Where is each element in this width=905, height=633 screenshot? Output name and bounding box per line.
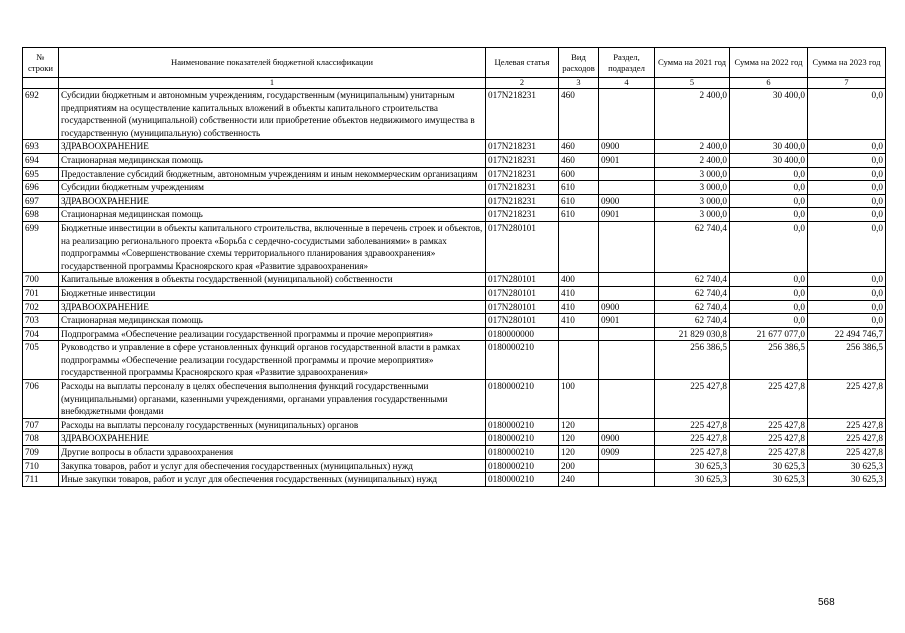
target-article: 017N218231 xyxy=(486,194,559,208)
sum-2022: 30 400,0 xyxy=(730,89,808,140)
sum-2021: 2 400,0 xyxy=(655,140,730,154)
row-number: 710 xyxy=(23,459,59,473)
table-row xyxy=(23,418,886,432)
section-code: 0901 xyxy=(599,208,655,222)
sum-2022: 0,0 xyxy=(730,273,808,287)
indicator-name: Стационарная медицинская помощь xyxy=(59,153,486,167)
expense-type: 600 xyxy=(559,167,599,181)
row-number: 703 xyxy=(23,314,59,328)
expense-type xyxy=(559,327,599,341)
sum-2023: 225 427,8 xyxy=(808,418,886,432)
table-row xyxy=(23,181,886,195)
target-article: 017N280101 xyxy=(486,273,559,287)
header-sum-2022: Сумма на 2022 год xyxy=(730,48,808,78)
table-row xyxy=(23,208,886,222)
section-code xyxy=(599,380,655,419)
expense-type: 120 xyxy=(559,418,599,432)
header-target-article: Целевая статья xyxy=(486,48,559,78)
header-sum-2023: Сумма на 2023 год xyxy=(808,48,886,78)
target-article: 0180000000 xyxy=(486,327,559,341)
section-code: 0900 xyxy=(599,300,655,314)
target-article: 017N218231 xyxy=(486,181,559,195)
section-code: 0900 xyxy=(599,432,655,446)
sum-2021: 30 625,3 xyxy=(655,473,730,487)
sum-2021: 225 427,8 xyxy=(655,446,730,460)
indicator-name: Руководство и управление в сфере установленных функций органов государственной власти в рамках подпрограммы «Обеспечение реализации государственной программы и прочие мероприятия» государственной программы Красноярского края «Развитие здравоохранения» xyxy=(59,341,486,380)
indicator-name: Субсидии бюджетным учреждениям xyxy=(59,181,486,195)
column-number: 7 xyxy=(808,78,886,89)
sum-2021: 21 829 030,8 xyxy=(655,327,730,341)
indicator-name: Бюджетные инвестиции в объекты капитального строительства, включенные в перечень строек и объектов, на реализацию регионального проекта «Борьба с сердечно-сосудистыми заболеваниями» в рамках подпрограммы «Совершенствование схемы территориального планирования здравоохранения» государственной программы Красноярского края «Развитие здравоохранения» xyxy=(59,221,486,272)
target-article: 017N218231 xyxy=(486,140,559,154)
header-row-number: № строки xyxy=(23,48,59,78)
row-number: 708 xyxy=(23,432,59,446)
target-article: 017N280101 xyxy=(486,314,559,328)
sum-2021: 3 000,0 xyxy=(655,167,730,181)
row-number: 705 xyxy=(23,341,59,380)
target-article: 017N218231 xyxy=(486,167,559,181)
indicator-name: Субсидии бюджетным и автономным учреждениям, государственным (муниципальным) унитарным предприятиям на осуществление капитальных вложений в объекты капитального строительства государственной (муниципальной) собственности или приобретение объектов недвижимого имущества в государственную (муниципальную) собственность xyxy=(59,89,486,140)
target-article: 0180000210 xyxy=(486,459,559,473)
indicator-name: Капитальные вложения в объекты государственной (муниципальной) собственности xyxy=(59,273,486,287)
sum-2021: 62 740,4 xyxy=(655,221,730,272)
target-article: 0180000210 xyxy=(486,341,559,380)
sum-2022: 30 400,0 xyxy=(730,140,808,154)
expense-type: 610 xyxy=(559,208,599,222)
sum-2022: 256 386,5 xyxy=(730,341,808,380)
budget-table xyxy=(22,47,886,487)
expense-type: 410 xyxy=(559,314,599,328)
sum-2023: 0,0 xyxy=(808,153,886,167)
column-number: 5 xyxy=(655,78,730,89)
sum-2021: 3 000,0 xyxy=(655,181,730,195)
table-row xyxy=(23,273,886,287)
section-code: 0900 xyxy=(599,194,655,208)
table-row xyxy=(23,300,886,314)
expense-type: 460 xyxy=(559,140,599,154)
indicator-name: ЗДРАВООХРАНЕНИЕ xyxy=(59,432,486,446)
sum-2022: 0,0 xyxy=(730,314,808,328)
row-number: 707 xyxy=(23,418,59,432)
target-article: 017N218231 xyxy=(486,153,559,167)
column-number: 4 xyxy=(599,78,655,89)
sum-2023: 30 625,3 xyxy=(808,459,886,473)
row-number: 692 xyxy=(23,89,59,140)
target-article: 017N218231 xyxy=(486,208,559,222)
table-row xyxy=(23,327,886,341)
section-code xyxy=(599,167,655,181)
column-number: 3 xyxy=(559,78,599,89)
indicator-name: Расходы на выплаты персоналу государственных (муниципальных) органов xyxy=(59,418,486,432)
indicator-name: ЗДРАВООХРАНЕНИЕ xyxy=(59,300,486,314)
sum-2022: 0,0 xyxy=(730,221,808,272)
sum-2021: 3 000,0 xyxy=(655,208,730,222)
expense-type: 410 xyxy=(559,286,599,300)
sum-2023: 0,0 xyxy=(808,300,886,314)
section-code: 0900 xyxy=(599,140,655,154)
sum-2022: 21 677 077,0 xyxy=(730,327,808,341)
section-code xyxy=(599,418,655,432)
table-row xyxy=(23,140,886,154)
section-code xyxy=(599,327,655,341)
table-row xyxy=(23,380,886,419)
sum-2022: 0,0 xyxy=(730,286,808,300)
section-code xyxy=(599,181,655,195)
target-article: 0180000210 xyxy=(486,473,559,487)
sum-2022: 225 427,8 xyxy=(730,418,808,432)
sum-2023: 0,0 xyxy=(808,221,886,272)
sum-2021: 62 740,4 xyxy=(655,314,730,328)
expense-type: 100 xyxy=(559,380,599,419)
sum-2021: 2 400,0 xyxy=(655,153,730,167)
header-section: Раздел, подраздел xyxy=(599,48,655,78)
sum-2022: 0,0 xyxy=(730,208,808,222)
indicator-name: ЗДРАВООХРАНЕНИЕ xyxy=(59,140,486,154)
sum-2023: 225 427,8 xyxy=(808,446,886,460)
indicator-name: Стационарная медицинская помощь xyxy=(59,314,486,328)
indicator-name: Расходы на выплаты персоналу в целях обеспечения выполнения функций государственными (муниципальными) органами, казенными учреждениями, органами управления государственными внебюджетными фондами xyxy=(59,380,486,419)
expense-type xyxy=(559,341,599,380)
row-number: 693 xyxy=(23,140,59,154)
expense-type xyxy=(559,221,599,272)
expense-type: 240 xyxy=(559,473,599,487)
expense-type: 400 xyxy=(559,273,599,287)
row-number: 709 xyxy=(23,446,59,460)
expense-type: 410 xyxy=(559,300,599,314)
table-header-row xyxy=(23,48,886,78)
target-article: 0180000210 xyxy=(486,418,559,432)
sum-2021: 256 386,5 xyxy=(655,341,730,380)
indicator-name: Закупка товаров, работ и услуг для обеспечения государственных (муниципальных) нужд xyxy=(59,459,486,473)
page-number: 568 xyxy=(818,597,835,608)
target-article: 017N218231 xyxy=(486,89,559,140)
sum-2022: 225 427,8 xyxy=(730,380,808,419)
expense-type: 460 xyxy=(559,153,599,167)
indicator-name: ЗДРАВООХРАНЕНИЕ xyxy=(59,194,486,208)
table-row xyxy=(23,314,886,328)
section-code: 0901 xyxy=(599,314,655,328)
row-number: 700 xyxy=(23,273,59,287)
section-code xyxy=(599,286,655,300)
row-number: 695 xyxy=(23,167,59,181)
sum-2023: 225 427,8 xyxy=(808,380,886,419)
row-number: 702 xyxy=(23,300,59,314)
sum-2022: 0,0 xyxy=(730,181,808,195)
sum-2022: 0,0 xyxy=(730,167,808,181)
target-article: 017N280101 xyxy=(486,286,559,300)
sum-2023: 256 386,5 xyxy=(808,341,886,380)
target-article: 0180000210 xyxy=(486,432,559,446)
sum-2021: 3 000,0 xyxy=(655,194,730,208)
indicator-name: Иные закупки товаров, работ и услуг для обеспечения государственных (муниципальных) нужд xyxy=(59,473,486,487)
column-number: 6 xyxy=(730,78,808,89)
table-row xyxy=(23,194,886,208)
target-article: 0180000210 xyxy=(486,380,559,419)
section-code xyxy=(599,89,655,140)
sum-2021: 62 740,4 xyxy=(655,273,730,287)
row-number: 706 xyxy=(23,380,59,419)
section-code: 0901 xyxy=(599,153,655,167)
row-number: 701 xyxy=(23,286,59,300)
sum-2022: 30 625,3 xyxy=(730,459,808,473)
table-row xyxy=(23,459,886,473)
table-row xyxy=(23,473,886,487)
sum-2022: 0,0 xyxy=(730,194,808,208)
sum-2023: 0,0 xyxy=(808,273,886,287)
expense-type: 120 xyxy=(559,432,599,446)
section-code xyxy=(599,273,655,287)
column-number-row xyxy=(23,78,886,89)
row-number: 696 xyxy=(23,181,59,195)
table-row xyxy=(23,446,886,460)
sum-2023: 0,0 xyxy=(808,89,886,140)
indicator-name: Предоставление субсидий бюджетным, автономным учреждениям и иным некоммерческим организациям xyxy=(59,167,486,181)
section-code xyxy=(599,221,655,272)
section-code xyxy=(599,341,655,380)
table-row xyxy=(23,89,886,140)
column-number: 2 xyxy=(486,78,559,89)
target-article: 0180000210 xyxy=(486,446,559,460)
table-row xyxy=(23,167,886,181)
sum-2021: 225 427,8 xyxy=(655,380,730,419)
column-number: 1 xyxy=(59,78,486,89)
sum-2023: 225 427,8 xyxy=(808,432,886,446)
row-number: 704 xyxy=(23,327,59,341)
expense-type: 200 xyxy=(559,459,599,473)
sum-2023: 0,0 xyxy=(808,208,886,222)
header-indicator-name: Наименование показателей бюджетной классификации xyxy=(59,48,486,78)
expense-type: 610 xyxy=(559,181,599,195)
expense-type: 120 xyxy=(559,446,599,460)
sum-2023: 0,0 xyxy=(808,314,886,328)
row-number: 698 xyxy=(23,208,59,222)
expense-type: 460 xyxy=(559,89,599,140)
sum-2021: 30 625,3 xyxy=(655,459,730,473)
row-number: 699 xyxy=(23,221,59,272)
row-number: 694 xyxy=(23,153,59,167)
column-number xyxy=(23,78,59,89)
sum-2023: 22 494 746,7 xyxy=(808,327,886,341)
sum-2023: 0,0 xyxy=(808,140,886,154)
indicator-name: Стационарная медицинская помощь xyxy=(59,208,486,222)
section-code xyxy=(599,459,655,473)
sum-2022: 0,0 xyxy=(730,300,808,314)
header-expense-type: Вид расходов xyxy=(559,48,599,78)
sum-2021: 62 740,4 xyxy=(655,300,730,314)
indicator-name: Бюджетные инвестиции xyxy=(59,286,486,300)
sum-2022: 225 427,8 xyxy=(730,446,808,460)
sum-2022: 225 427,8 xyxy=(730,432,808,446)
table-row xyxy=(23,153,886,167)
indicator-name: Другие вопросы в области здравоохранения xyxy=(59,446,486,460)
sum-2023: 0,0 xyxy=(808,181,886,195)
section-code xyxy=(599,473,655,487)
row-number: 711 xyxy=(23,473,59,487)
indicator-name: Подпрограмма «Обеспечение реализации государственной программы и прочие мероприятия» xyxy=(59,327,486,341)
sum-2022: 30 400,0 xyxy=(730,153,808,167)
sum-2021: 225 427,8 xyxy=(655,432,730,446)
row-number: 697 xyxy=(23,194,59,208)
sum-2023: 0,0 xyxy=(808,194,886,208)
table-body xyxy=(23,89,886,487)
section-code: 0909 xyxy=(599,446,655,460)
sum-2023: 0,0 xyxy=(808,286,886,300)
sum-2021: 2 400,0 xyxy=(655,89,730,140)
table-row xyxy=(23,286,886,300)
sum-2023: 30 625,3 xyxy=(808,473,886,487)
sum-2021: 225 427,8 xyxy=(655,418,730,432)
table-row xyxy=(23,432,886,446)
sum-2021: 62 740,4 xyxy=(655,286,730,300)
sum-2023: 0,0 xyxy=(808,167,886,181)
target-article: 017N280101 xyxy=(486,221,559,272)
target-article: 017N280101 xyxy=(486,300,559,314)
header-sum-2021: Сумма на 2021 год xyxy=(655,48,730,78)
table-row xyxy=(23,221,886,272)
sum-2022: 30 625,3 xyxy=(730,473,808,487)
table-row xyxy=(23,341,886,380)
expense-type: 610 xyxy=(559,194,599,208)
